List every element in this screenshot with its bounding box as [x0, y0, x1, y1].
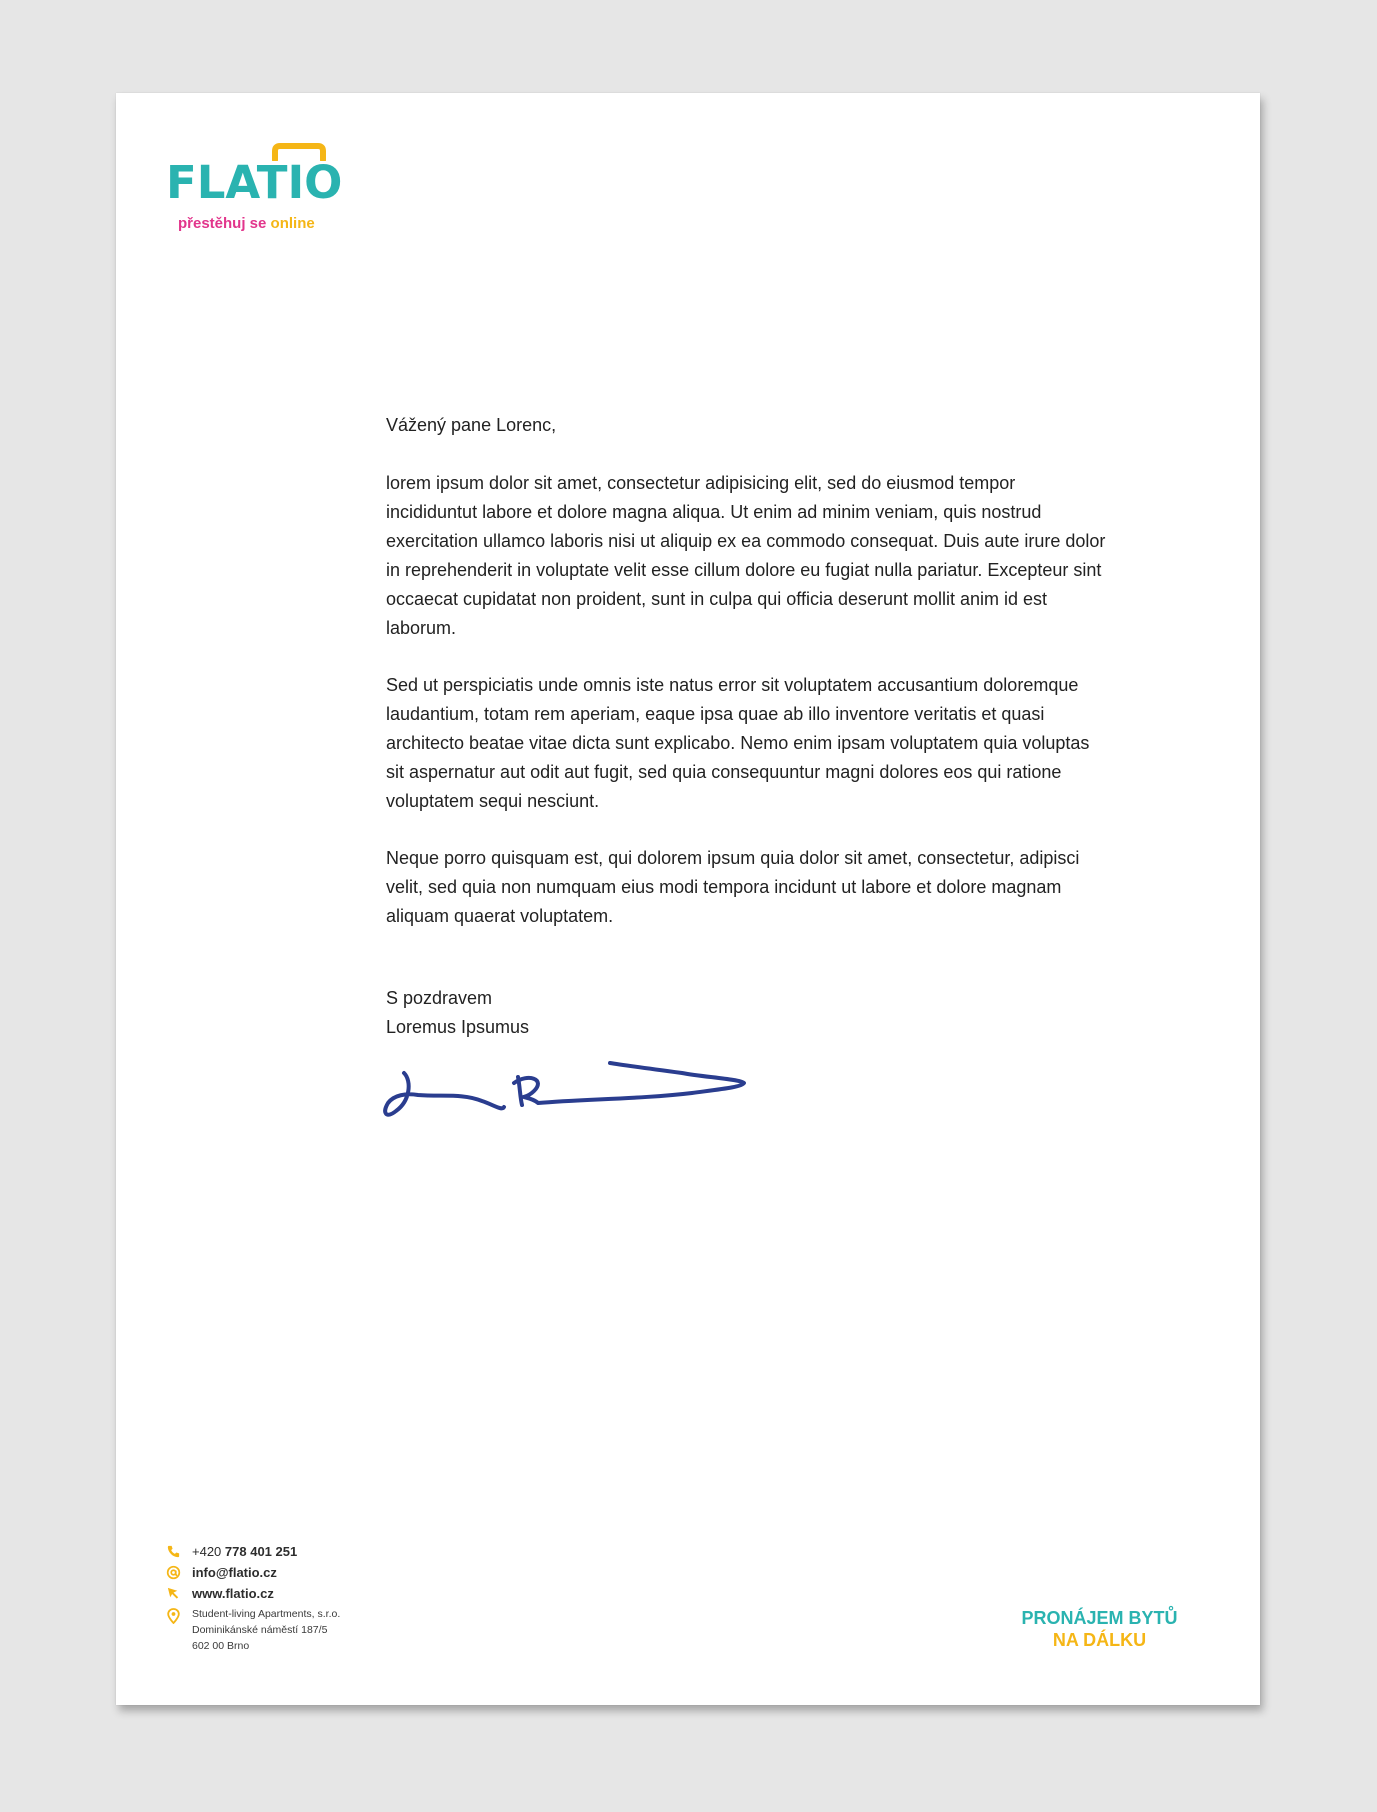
letter-closing: [386, 984, 529, 1042]
letterhead-sheet: [116, 93, 1260, 1705]
at-sign-icon: [166, 1565, 181, 1580]
phone-icon: [166, 1544, 181, 1559]
cursor-icon: [166, 1586, 181, 1601]
location-pin-icon: [167, 1608, 180, 1624]
tagline-line2: NA DÁLKU: [1052, 1630, 1147, 1650]
letter-paragraph: Sed ut perspiciatis unde omnis iste natus error sit voluptatem accusantium doloremque laudantium, totam rem aperiam, eaque ipsa quae ab illo inventore veritatis et quasi architecto beatae vitae dicta sunt explicabo. Nemo enim ipsam voluptatem quia voluptas sit aspernatur aut odit aut fugit, sed quia consequuntur magni dolores eos qui ratione voluptatem sequi nesciunt.: [386, 675, 1090, 811]
address-company: Student-living Apartments, s.r.o.: [192, 1608, 341, 1620]
closing-phrase: S pozdravem: [386, 988, 493, 1008]
flatio-logo: [166, 143, 346, 243]
phone-prefix: +420: [192, 1544, 222, 1559]
logo-tagline-part1: přestěhuj se: [178, 215, 267, 232]
letter-greeting: Vážený pane Lorenc,: [386, 415, 557, 435]
logo-tagline: [178, 215, 315, 232]
handwritten-signature: [382, 1053, 842, 1133]
letter-paragraph: Neque porro quisquam est, qui dolorem ipsum quia dolor sit amet, consectetur, adipisci velit, sed quia non numquam eius modi tempora incidunt ut labore et dolore magnam aliquam quaerat voluptatem.: [386, 848, 1080, 926]
address-city: 602 00 Brno: [192, 1640, 250, 1652]
email-link[interactable]: info@flatio.cz: [192, 1565, 277, 1580]
letter-paragraph: lorem ipsum dolor sit amet, consectetur adipisicing elit, sed do eiusmod tempor incididuntut labore et dolore magna aliqua. Ut enim ad minim veniam, quis nostrud exercitation ullamco laboris nisi ut aliquip ex ea commodo consequat. Duis aute irure dolor in reprehenderit in voluptate velit esse cillum dolore eu fugiat nulla pariatur. Excepteur sint occaecat cupidatat non proident, sunt in culpa qui officia deserunt mollit anim id est laborum.: [386, 473, 1106, 638]
logo-wordmark: FLATIO: [166, 156, 343, 209]
logo-tagline-part2: online: [270, 215, 315, 232]
tagline-line1: PRONÁJEM BYTŮ: [1021, 1608, 1178, 1628]
footer-tagline: [1012, 1607, 1187, 1651]
sender-name: Loremus Ipsumus: [386, 1017, 530, 1037]
phone-number[interactable]: 778 401 251: [224, 1544, 298, 1559]
website-link[interactable]: www.flatio.cz: [192, 1586, 274, 1601]
address-street: Dominikánské náměstí 187/5: [192, 1624, 328, 1636]
letter-body: [386, 411, 1106, 959]
